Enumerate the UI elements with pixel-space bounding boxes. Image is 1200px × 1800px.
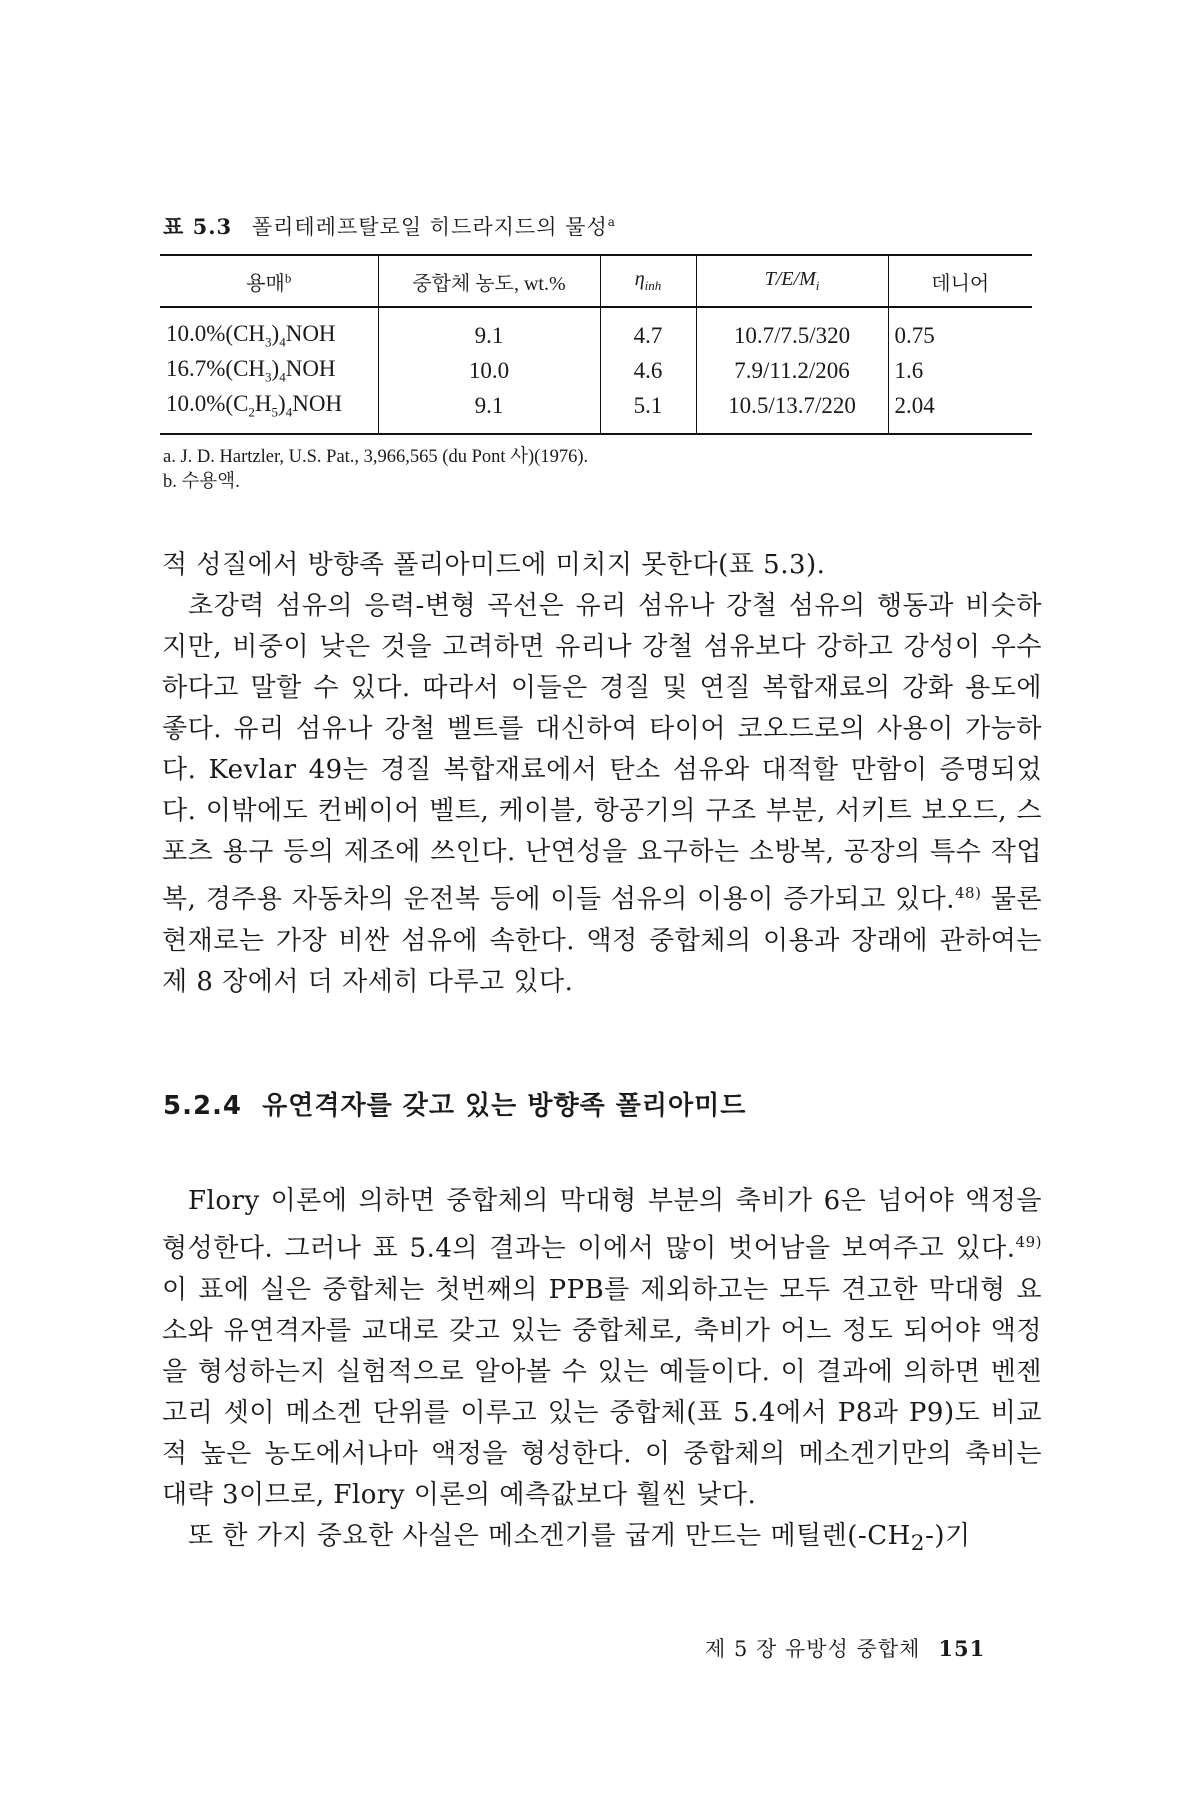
paragraph-fiber-properties — [162, 545, 1042, 1003]
section-number: 5.2.4 — [163, 1091, 243, 1121]
cell-inh: 5.1 — [600, 388, 696, 434]
header-denier: 데니어 — [888, 255, 1032, 307]
cell-concentration: 9.1 — [378, 388, 600, 434]
table-header-row — [160, 255, 1032, 307]
reference-48: 48) — [955, 884, 982, 902]
paragraph-body: Flory 이론에 의하면 중합체의 막대형 부분의 축비가 6은 넘어야 액정을 형성한다. 그러나 표 5.4의 결과는 이에서 많이 벗어남을 보여주고 있다.$^{49)}$ 이 표에 실은 중합체는 첫번째의 PPB를 제외하고는 모두 견고한 막대형 요소와 유연격자를 교대로 갖고 있는 중합체로, 축비가 어느 정도 되어야 액정을 형성하는지 실험적으로 알아볼 수 있는 예들이다. 이 결과에 의하면 벤젠 고리 셋이 메소겐 단위를 이루고 있는 중합체(표 5.4에서 P8과 P9)도 비교적 높은 농도에서나마 액정을 형성한다. 이 중합체의 메소겐기만의 축비는 대략 3이므로, Flory 이론의 예측값보다 훨씬 낮다. — [162, 1186, 1042, 1510]
table-footnotes — [163, 445, 588, 495]
cell-inh: 4.6 — [600, 353, 696, 388]
page-number: 151 — [938, 1636, 986, 1661]
cell-denier: 2.04 — [888, 388, 1032, 434]
paragraph-body: 초강력 섬유의 응력-변형 곡선은 유리 섬유나 강철 섬유의 행동과 비슷하지만, 비중이 낮은 것을 고려하면 유리나 강철 섬유보다 강하고 강성이 우수하다고 말할 수 있다. 따라서 이들은 경질 및 연질 복합재료의 강화 용도에 좋다. 유리 섬유나 강철 벨트를 대신하여 타이어 코오드로의 사용이 가능하다. Kevlar 49는 경질 복합재료에서 탄소 섬유와 대적할 만함이 증명되었다. 이밖에도 컨베이어 벨트, 케이블, 항공기의 구조 부분, 서키트 보오드, 스포츠 용구 등의 제조에 쓰인다. 난연성을 요구하는 소방복, 공장의 특수 작업복, 경주용 자동차의 운전복 등에 이들 섬유의 이용이 증가되고 있다.$^{48)}$ 물론 현재로는 가장 비싼 섬유에 속한다. 액정 중합체의 이용과 장래에 관하여는 제 8 장에서 더 자세히 다루고 있다. — [162, 591, 1042, 997]
cell-concentration: 10.0 — [378, 353, 600, 388]
cell-tem: 10.7/7.5/320 — [696, 307, 888, 353]
cell-concentration: 9.1 — [378, 307, 600, 353]
table-title: 폴리테레프탈로일 히드라지드의 물성 — [251, 215, 608, 239]
table-caption — [163, 211, 616, 241]
footnote-b: b. 수용액. — [163, 472, 240, 492]
table-row — [160, 307, 1032, 353]
cell-solvent: $10.0\%(CH_3)_4NOH$ — [166, 320, 336, 350]
table-title-note: a — [607, 215, 616, 229]
properties-table — [160, 254, 1032, 435]
table-label: 표 5.3 — [163, 214, 233, 239]
section-title: 유연격자를 갖고 있는 방향족 폴리아미드 — [262, 1091, 747, 1121]
header-tem: $T/E/M_i$ — [696, 255, 888, 307]
paragraph-methylene: 또 한 가지 중요한 사실은 메소겐기를 굽게 만드는 메틸렌$(-CH_2-)$기 — [188, 1520, 971, 1556]
running-footer — [705, 1633, 985, 1663]
cell-solvent: $10.0\%(C_2H_5)_4NOH$ — [160, 388, 378, 434]
section-heading — [163, 1085, 746, 1122]
cell-denier: 0.75 — [888, 307, 1032, 353]
reference-49: 49) — [1015, 1233, 1042, 1251]
paragraph-flory-theory — [162, 1181, 1042, 1564]
cell-solvent: $16.7\%(CH_3)_4NOH$ — [166, 355, 336, 385]
cell-tem: 10.5/13.7/220 — [696, 388, 888, 434]
continuation-line: 적 성질에서 방향족 폴리아미드에 미치지 못한다(표 5.3). — [162, 550, 826, 580]
header-inh: $\eta_{inh}$ — [600, 255, 696, 307]
cell-denier: 1.6 — [888, 353, 1032, 388]
cell-tem: 7.9/11.2/206 — [696, 353, 888, 388]
table-row — [160, 353, 1032, 388]
header-concentration: 중합체 농도, wt.% — [378, 255, 600, 307]
footnote-a: a. J. D. Hartzler, U.S. Pat., 3,966,565 (du Pont 사)(1976). — [163, 447, 589, 467]
chapter-title: 제 5 장 유방성 중합체 — [705, 1637, 921, 1661]
table-row — [160, 388, 1032, 434]
header-solvent: 용매$^b$ — [160, 255, 378, 307]
cell-inh: 4.7 — [600, 307, 696, 353]
